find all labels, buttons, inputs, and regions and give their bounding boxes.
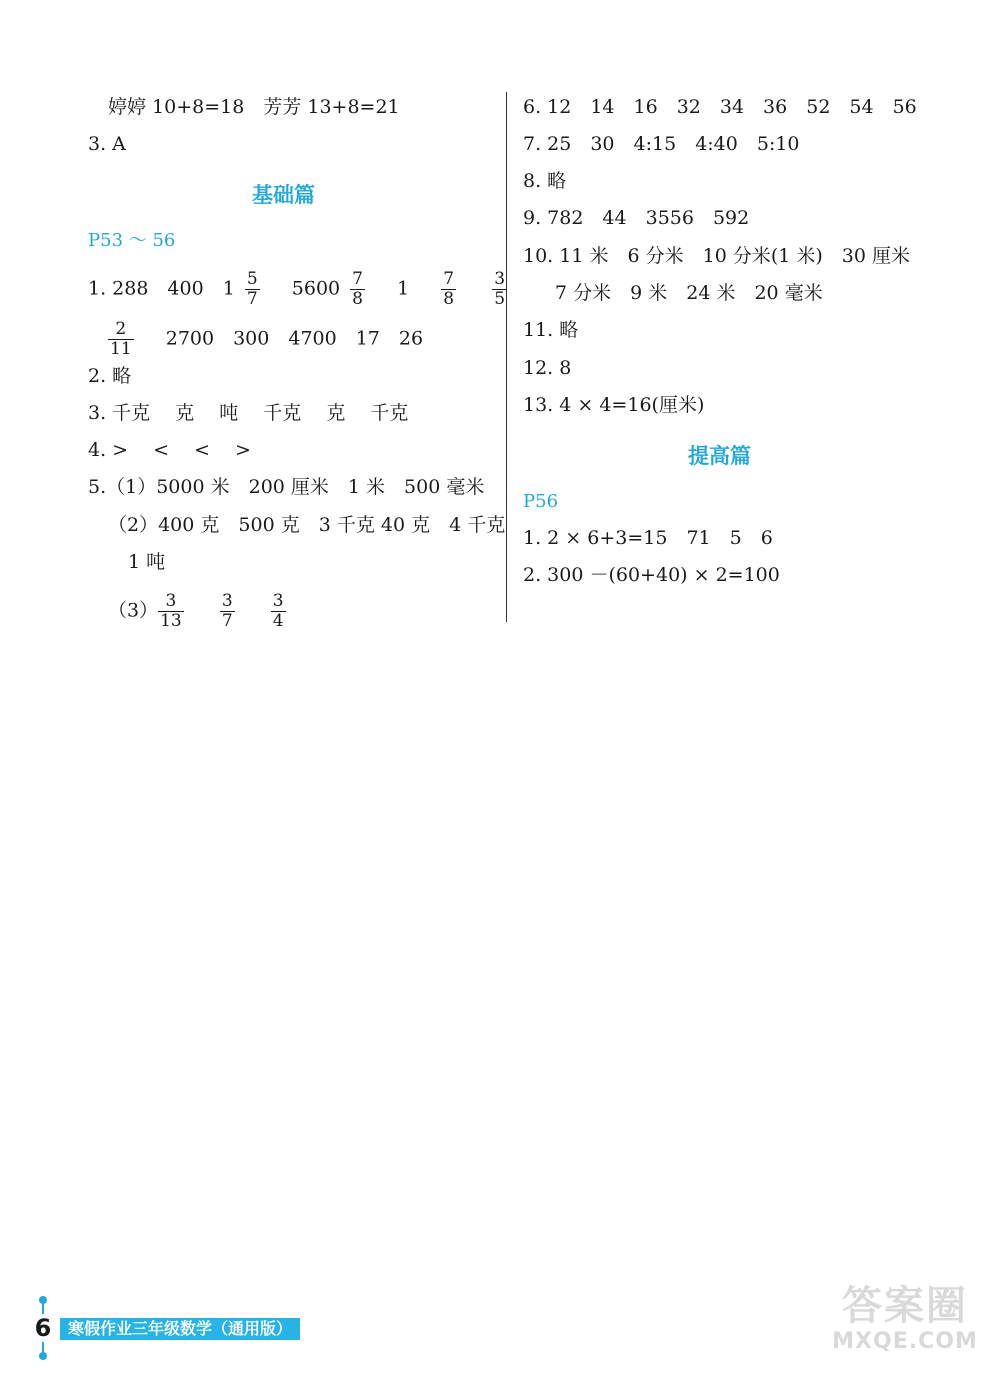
answer-3: 3. A [88, 133, 126, 155]
basic-answer-5: 5.（1）5000 米 200 厘米 1 米 500 毫米 [88, 476, 485, 498]
basic-answer-5-part2: （2）400 克 500 克 3 千克 40 克 4 千克 [108, 514, 506, 536]
footer-marker-dot [39, 1296, 47, 1304]
watermark-logo: 答案圈 MXQE.COM [832, 1283, 978, 1354]
page-range-basic: P53 ～ 56 [88, 230, 176, 251]
page-number: 6 [34, 1314, 52, 1342]
basic-answer-4: 4. > < < > [88, 439, 251, 461]
answer-1-prefix: 1. 288 400 1 [88, 277, 235, 300]
fraction: $\frac{3}{4}$ [272, 591, 284, 631]
fraction: $\frac{7}{8}$ [352, 269, 363, 309]
basic-answer-5-part3 [108, 592, 290, 631]
section-heading-basic: 基础篇 [252, 183, 315, 207]
answer-7: 7. 25 30 4:15 4:40 5:10 [523, 133, 800, 155]
footer-marker-dot [39, 1352, 47, 1360]
basic-answer-1-continued [108, 320, 423, 359]
answer-13: 13. 4 × 4=16(厘米) [523, 394, 705, 416]
answer-10: 10. 11 米 6 分米 10 分米(1 米) 30 厘米 [523, 245, 910, 267]
part3-prefix: （3） [108, 599, 159, 622]
answer-line-twins: 婷婷 10+8=18 芳芳 13+8=21 [108, 96, 400, 118]
fraction: $\frac{3}{7}$ [221, 591, 233, 631]
basic-answer-5-part2-cont: 1 吨 [128, 551, 166, 573]
basic-answer-3: 3. 千克 克 吨 千克 克 千克 [88, 402, 409, 424]
answer-10-continued: 7 分米 9 米 24 米 20 毫米 [555, 282, 823, 304]
answer-1-value: 5600 [291, 277, 341, 300]
answer-9: 9. 782 44 3556 592 [523, 207, 750, 229]
fraction: $\frac{2}{11}$ [110, 319, 132, 359]
advanced-answer-1: 1. 2 × 6+3=15 71 5 6 [523, 527, 773, 549]
fraction: $\frac{3}{5}$ [494, 269, 506, 309]
answer-6: 6. 12 14 16 32 34 36 52 54 56 [523, 96, 917, 118]
section-heading-advanced: 提高篇 [688, 444, 751, 468]
column-divider [506, 92, 507, 622]
advanced-answer-2: 2. 300 －(60+40) × 2=100 [523, 564, 780, 586]
fraction: $\frac{7}{8}$ [443, 269, 455, 309]
answer-1-rest: 2700 300 4700 17 26 [165, 327, 424, 350]
page-range-advanced: P56 [523, 491, 559, 512]
fraction: $\frac{5}{7}$ [246, 269, 258, 309]
answer-12: 12. 8 [523, 357, 572, 379]
book-title-bar: 寒假作业三年级数学（通用版） [60, 1318, 300, 1340]
answer-11: 11. 略 [523, 319, 579, 341]
basic-answer-1 [88, 270, 511, 309]
answer-8: 8. 略 [523, 170, 567, 192]
fraction: $\frac{3}{13}$ [160, 591, 182, 631]
answer-1-value: 1 [397, 277, 410, 300]
basic-answer-2: 2. 略 [88, 365, 132, 387]
